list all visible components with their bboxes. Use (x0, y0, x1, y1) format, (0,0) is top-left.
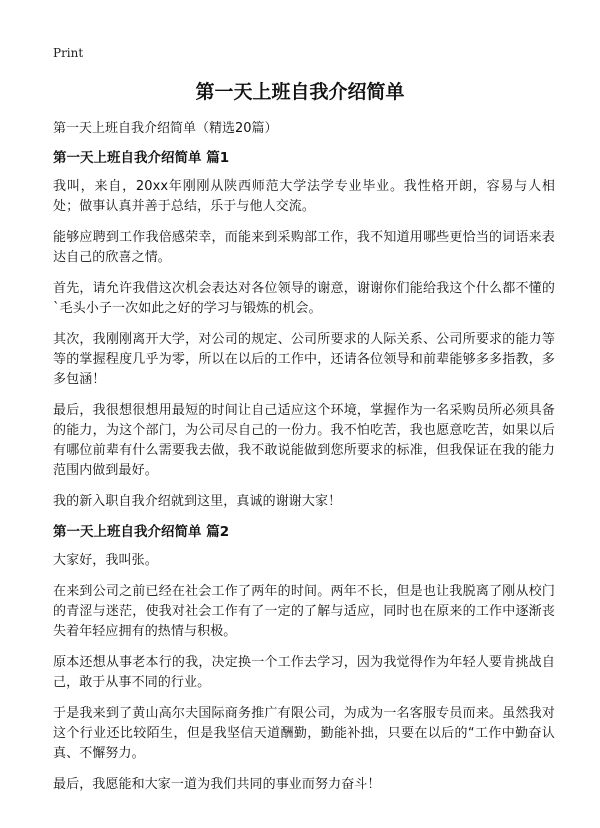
paragraph: 首先，请允许我借这次机会表达对各位领导的谢意，谢谢你们能给我这个什么都不懂的`毛头小子一次如此之好的学习与锻炼的机会。 (53, 281, 555, 316)
article-subtitle: 第一天上班自我介绍简单（精选20篇） (53, 121, 278, 136)
paragraph: 大家好，我叫张。 (53, 553, 158, 568)
page-title: 第一天上班自我介绍简单 (195, 81, 405, 103)
paragraph: 于是我来到了黄山高尔夫国际商务推广有限公司，为成为一名客服专员而来。虽然我对这个行业还比较陌生，但是我坚信天道酬勤，勤能补拙，只要在以后的“工作中勤奋认真、不懈努力。 (53, 706, 555, 761)
article-body (53, 120, 555, 806)
section-1 (53, 149, 555, 512)
paragraph: 其次，我刚刚离开大学，对公司的规定、公司所要求的人际关系、公司所要求的能力等等的掌握程度几乎为零，所以在以后的工作中，还请各位领导和前辈能够多多指教，多多包涵！ (53, 332, 555, 387)
paragraph: 能够应聘到工作我倍感荣幸，而能来到采购部工作，我不知道用哪些更恰当的词语来表达自己的欣喜之情。 (53, 230, 555, 265)
section-heading: 第一天上班自我介绍简单 篇2 (53, 524, 230, 540)
paragraph: 在来到公司之前已经在社会工作了两年的时间。两年不长，但是也让我脱离了刚从校门的青涩与迷茫，使我对社会工作有了一定的了解与适应，同时也在原来的工作中逐渐丧失着年轻应拥有的热情与积极。 (53, 584, 555, 639)
paragraph: 我的新入职自我介绍就到这里，真诚的谢谢大家！ (53, 494, 342, 509)
paragraph: 我叫，来自，20xx年刚刚从陕西师范大学法学专业毕业。我性格开朗，容易与人相处；做事认真并善于总结，乐于与他人交流。 (53, 179, 555, 214)
paragraph: 最后，我很想很想用最短的时间让自己适应这个环境，掌握作为一名采购员所必须具备的能力，为这个部门，为公司尽自己的一份力。我不怕吃苦，我也愿意吃苦，如果以后有哪位前辈有什么需要我去做，我不敢说能做到您所要求的标准，但我保证在我的能力范围内做到最好。 (53, 403, 555, 478)
section-2 (53, 523, 555, 795)
paragraph: 最后，我愿能和大家一道为我们共同的事业而努力奋斗！ (53, 777, 381, 792)
paragraph: 原本还想从事老本行的我，决定换一个工作去学习，因为我觉得作为年轻人要肯挑战自己，敢于从事不同的行业。 (53, 655, 555, 690)
print-link[interactable]: Print (53, 46, 84, 60)
section-heading: 第一天上班自我介绍简单 篇1 (53, 150, 230, 166)
